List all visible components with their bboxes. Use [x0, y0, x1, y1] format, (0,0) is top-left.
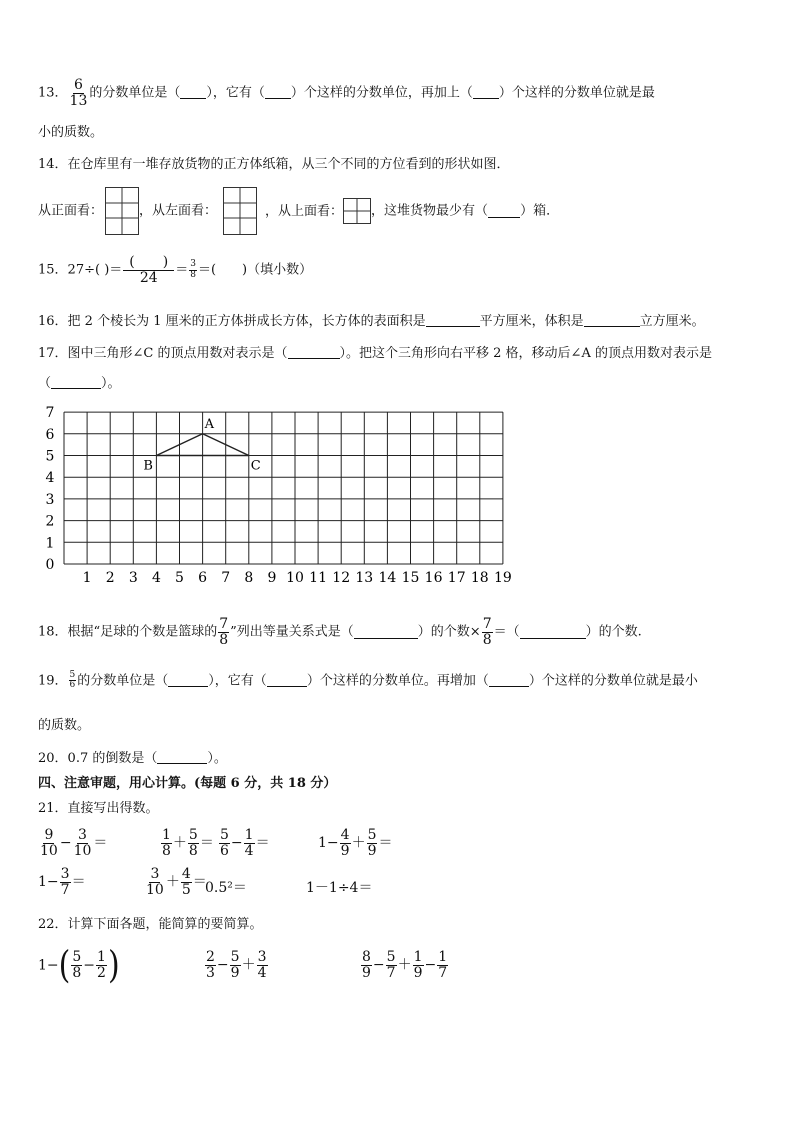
q18-text: ）的个数×: [417, 624, 481, 640]
fraction-denominator: 7: [386, 964, 396, 981]
fraction-denominator: 9: [362, 964, 371, 981]
q18-text: ”列出等量关系式是（: [230, 624, 354, 640]
q21-expr-5: [38, 867, 86, 897]
x-tick-label: 10: [286, 570, 304, 586]
fraction-denominator: 9: [367, 842, 377, 859]
answer-blank[interactable]: [426, 314, 480, 327]
q14-left-label: ，从左面看：: [139, 203, 218, 219]
operator: −: [372, 957, 385, 974]
answer-blank[interactable]: [288, 346, 340, 359]
operator: −: [216, 957, 229, 974]
fraction-denominator: 2: [97, 965, 106, 981]
q21-expr-8: 1－1÷4＝: [306, 880, 373, 896]
operator: 1−: [38, 957, 59, 974]
x-tick-label: 3: [128, 570, 138, 586]
q17-text: ）。把这个三角形向右平移 2 格，移动后∠A 的顶点用数对表示是: [339, 346, 712, 361]
equals-sign: ＝: [192, 874, 207, 891]
fraction-numerator: 5: [230, 949, 240, 965]
equals-sign: ＝: [93, 835, 108, 852]
q21-expr-2: [160, 828, 214, 858]
fraction-denominator: 10: [40, 842, 58, 859]
q19-fraction: [69, 671, 77, 691]
answer-blank[interactable]: [488, 205, 520, 218]
answer-blank[interactable]: [51, 376, 101, 389]
fraction-denominator: 6: [69, 680, 76, 691]
question-16: [38, 314, 705, 328]
y-tick-label: 7: [45, 405, 55, 422]
left-view-icon: [223, 187, 257, 235]
q14-text: ）箱．: [520, 203, 560, 219]
x-tick-label: 18: [470, 570, 489, 586]
fraction-numerator: 9: [44, 827, 54, 843]
q15-text: 15．27÷(: [38, 262, 101, 278]
operator: 1−: [38, 874, 59, 891]
fraction-numerator: 5: [367, 827, 377, 843]
fraction-denominator: 9: [230, 964, 240, 981]
equals-sign: ＝: [255, 835, 270, 852]
q16-text: 16．把 2 个棱长为 1 厘米的正方体拼成长方体，长方体的表面积是: [38, 314, 426, 329]
q21-expr-6: [144, 867, 207, 897]
operator: −: [424, 957, 437, 974]
q15-text: ＝: [175, 262, 189, 278]
q19-text: ）个这样的分数单位。再增加（: [306, 673, 489, 689]
question-15: [38, 255, 312, 285]
q19-text: ）个这样的分数单位就是最小: [528, 673, 698, 689]
fraction-denominator: 8: [482, 631, 492, 648]
q17-text: 17．图中三角形∠C 的顶点用数对表示是（: [38, 346, 288, 361]
fraction-numerator: 6: [74, 77, 83, 93]
y-tick-label: 1: [45, 535, 55, 552]
fraction-denominator: 8: [162, 842, 171, 859]
top-view-icon: [343, 198, 371, 224]
q18-fraction: [218, 617, 229, 647]
q15-text: ＝( )（填小数）: [197, 262, 313, 278]
x-tick-label: 6: [198, 570, 208, 586]
x-tick-label: 8: [244, 570, 254, 586]
q13-text: ）个这样的分数单位就是最: [498, 85, 655, 101]
answer-blank[interactable]: [157, 751, 207, 764]
q14-top-label: ，从上面看：: [265, 203, 344, 219]
q18-text: ）的个数.: [585, 624, 642, 640]
q13-text: 的分数单位是（: [89, 85, 181, 101]
operator: ＋: [351, 835, 366, 852]
q22-title: 22．计算下面各题，能简算的要简算。: [38, 917, 263, 932]
fraction-denominator: 8: [219, 631, 229, 648]
fraction-denominator: 4: [257, 964, 267, 981]
right-paren: ): [107, 943, 120, 988]
question-19: [38, 671, 698, 691]
answer-blank[interactable]: [265, 86, 291, 99]
fraction-denominator: 8: [190, 269, 196, 280]
x-tick-label: 2: [105, 570, 115, 586]
q17-text: （: [38, 376, 52, 391]
section-heading: 四、注意审题，用心计算。(每题 6 分，共 18 分）: [38, 776, 337, 791]
fraction-numerator: 7: [219, 616, 229, 632]
operator: ＋: [172, 835, 187, 852]
fraction-numerator: 7: [482, 616, 492, 632]
y-tick-label: 5: [45, 448, 55, 465]
fraction-numerator: 5: [386, 949, 396, 965]
q21-expr-3: [218, 828, 270, 858]
x-tick-label: 7: [221, 570, 231, 586]
fraction-numerator: 1: [97, 949, 106, 966]
q14-front-label: 从正面看：: [38, 203, 104, 219]
x-tick-label: 1: [82, 570, 92, 586]
q19-number: 19．: [38, 673, 68, 689]
fraction-denominator: 3: [206, 964, 215, 981]
fraction-numerator: 4: [340, 827, 350, 843]
fraction-denominator: 8: [188, 842, 198, 859]
fraction-numerator: 1: [438, 949, 448, 965]
fraction-numerator: 2: [206, 949, 215, 965]
vertex-label-a: A: [204, 416, 214, 432]
fraction-denominator: 8: [72, 965, 82, 981]
q20-text: 20．0.7 的倒数是（: [38, 751, 158, 766]
operator: 1−: [318, 835, 339, 852]
x-tick-label: 13: [355, 570, 374, 586]
question-20: [38, 751, 227, 765]
q18-text: ＝（: [493, 624, 520, 640]
operator: ＋: [241, 957, 256, 974]
q14-views: [38, 187, 559, 235]
fraction-denominator: 7: [438, 964, 448, 981]
y-tick-label: 2: [45, 513, 55, 530]
equals-sign: ＝: [199, 835, 214, 852]
fraction-numerator: 4: [181, 866, 191, 882]
x-tick-label: 16: [424, 570, 443, 586]
q21-title: 21．直接写出得数。: [38, 801, 159, 816]
q19-text: ），它有（: [208, 673, 267, 689]
q15-text: )＝: [100, 262, 123, 278]
question-17: [38, 346, 712, 360]
q13-number: 13．: [38, 85, 68, 101]
q19-line2: 的质数。: [38, 718, 91, 733]
fraction-numerator: 8: [362, 949, 371, 965]
fraction-blank-numerator[interactable]: ( ): [123, 255, 174, 271]
x-tick-label: 4: [151, 570, 161, 586]
x-tick-label: 9: [267, 570, 277, 586]
q21-expr-1: [38, 828, 107, 858]
answer-blank[interactable]: [180, 86, 206, 99]
fraction-denominator: 4: [244, 842, 254, 859]
x-tick-label: 15: [401, 570, 420, 586]
y-tick-label: 0: [45, 557, 55, 573]
q16-text: 立方厘米。: [639, 314, 705, 329]
fraction-denominator: 5: [181, 881, 191, 898]
front-view-icon: [105, 187, 139, 235]
fraction-denominator: 24: [139, 269, 158, 286]
fraction-denominator: 9: [340, 842, 350, 859]
x-tick-label: 17: [447, 570, 466, 586]
fraction-numerator: 5: [188, 827, 198, 843]
q14-question: 14．在仓库里有一堆存放货物的正方体纸箱，从三个不同的方位看到的形状如图．: [38, 157, 510, 172]
question-13: [38, 78, 655, 108]
q18-text: 18．根据“足球的个数是篮球的: [38, 624, 218, 640]
operator: ＋: [397, 957, 412, 974]
q22-expr-3: [360, 950, 449, 980]
q20-text: ）。: [207, 751, 227, 766]
y-tick-label: 3: [45, 491, 55, 508]
q22-expr-2: [204, 950, 269, 980]
question-18: [38, 617, 642, 647]
operator: ＋: [165, 874, 180, 891]
operator: −: [230, 835, 243, 852]
q19-text: 的分数单位是（: [77, 673, 169, 689]
q15-fraction-small: [189, 260, 197, 280]
answer-blank[interactable]: [489, 674, 529, 687]
q14-text: ，这堆货物最少有（: [371, 203, 489, 219]
x-tick-label: 14: [378, 570, 397, 586]
equals-sign: ＝: [378, 835, 393, 852]
q21-expr-7: 0.5²＝: [205, 880, 247, 896]
fraction-numerator: 5: [69, 670, 76, 680]
q17-line2: [38, 376, 121, 390]
fraction-denominator: 9: [413, 964, 423, 981]
fraction-denominator: 7: [60, 881, 70, 898]
q16-text: 平方厘米，体积是: [479, 314, 584, 329]
x-tick-label: 12: [332, 570, 351, 586]
fraction-denominator: 10: [73, 842, 92, 859]
fraction-numerator: 5: [72, 949, 82, 966]
y-tick-label: 6: [45, 426, 55, 443]
fraction-denominator: 13: [69, 92, 88, 109]
x-tick-label: 5: [175, 570, 184, 586]
y-tick-label: 4: [45, 470, 55, 487]
left-paren: (: [58, 943, 71, 988]
q13-line2: 小的质数。: [38, 125, 104, 140]
equals-sign: ＝: [71, 874, 86, 891]
fraction-numerator: 3: [257, 949, 267, 965]
fraction-numerator: 1: [162, 827, 171, 843]
vertex-label-b: B: [143, 458, 153, 474]
fraction-numerator: 1: [413, 949, 423, 965]
answer-blank[interactable]: [354, 626, 418, 639]
q17-text: ）。: [101, 376, 121, 391]
answer-blank[interactable]: [267, 674, 307, 687]
q18-fraction: [482, 617, 493, 647]
x-tick-label: 11: [309, 570, 328, 586]
answer-blank[interactable]: [473, 86, 499, 99]
fraction-numerator: 3: [150, 866, 160, 882]
fraction-numerator: 3: [190, 259, 196, 270]
q22-expr-1: [38, 943, 120, 988]
q13-text: ），它有（: [206, 85, 265, 101]
operator: −: [83, 957, 96, 974]
fraction-numerator: 3: [60, 866, 70, 882]
q21-expr-4: [318, 828, 392, 858]
fraction-denominator: 6: [220, 842, 229, 859]
answer-blank[interactable]: [520, 626, 586, 639]
coordinate-grid: [40, 400, 520, 590]
fraction-numerator: 3: [78, 827, 87, 843]
vertex-label-c: C: [250, 458, 261, 474]
operator: −: [59, 835, 72, 852]
q13-fraction: [69, 78, 89, 108]
q15-fraction: [123, 255, 174, 285]
fraction-numerator: 1: [244, 827, 254, 843]
fraction-numerator: 5: [220, 827, 229, 843]
answer-blank[interactable]: [168, 674, 208, 687]
fraction-denominator: 10: [146, 881, 164, 898]
q13-text: ）个这样的分数单位，再加上（: [290, 85, 473, 101]
answer-blank[interactable]: [584, 314, 640, 327]
x-tick-label: 19: [493, 570, 512, 586]
